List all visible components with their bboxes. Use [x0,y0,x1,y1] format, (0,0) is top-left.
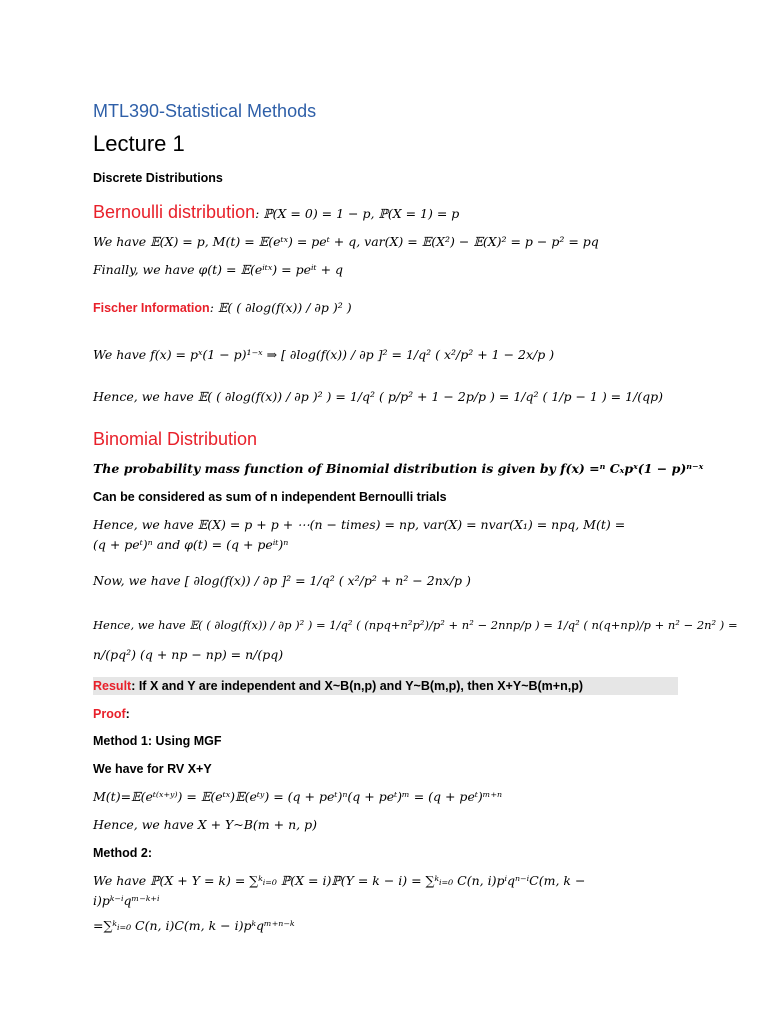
mgf-derivation: M(t)=𝔼(eᵗ⁽ˣ⁺ʸ⁾) = 𝔼(eᵗˣ)𝔼(eᵗʸ) = (q + peᵗ)ⁿ(q + peᵗ)ᵐ = (q + peᵗ)ᵐ⁺ⁿ [93,789,503,804]
result-label: Result [93,679,132,693]
binomial-note: Can be considered as sum of n independent Bernoulli trials [93,490,447,504]
binomial-moments-2: (q + peᵗ)ⁿ and φ(t) = (q + peⁱᵗ)ⁿ [93,537,289,552]
proof-label: Proof [93,707,126,721]
fisher-expression: : 𝔼( ( ∂log(f(x)) / ∂p )² ) [209,300,352,315]
mgf-conclusion: Hence, we have X + Y~B(m + n, p) [93,817,317,832]
bernoulli-moments: We have 𝔼(X) = p, M(t) = 𝔼(eᵗˣ) = peᵗ + q, var(X) = 𝔼(X²) − 𝔼(X)² = p − p² = pq [93,234,599,249]
proof-colon: : [125,707,130,721]
binomial-heading: Binomial Distribution [93,429,258,449]
binomial-fisher-1: Hence, we have 𝔼( ( ∂log(f(x)) / ∂p )² ) = 1/q² ( (npq+n²p²)/p² + n² − 2nnp/p ) = 1/q² ( n(q+np)/p + n² − 2n² ) = [93,618,738,632]
binomial-log-likelihood: Now, we have [ ∂log(f(x)) / ∂p ]² = 1/q² ( x²/p² + n² − 2nx/p ) [93,573,471,588]
convolution-line-1: We have ℙ(X + Y = k) = ∑ᵏᵢ₌₀ ℙ(X = i)ℙ(Y = k − i) = ∑ᵏᵢ₌₀ C(n, i)pⁱqⁿ⁻ⁱC(m, k − [93,873,586,888]
bernoulli-characteristic: Finally, we have φ(t) = 𝔼(eⁱᵗˣ) = peⁱᵗ + q [93,262,344,277]
proof-heading [93,706,130,722]
bernoulli-log-likelihood: We have f(x) = pˣ(1 − p)¹⁻ˣ ⇒ [ ∂log(f(x)) / ∂p ]² = 1/q² ( x²/p² + 1 − 2x/p ) [93,347,555,362]
binomial-fisher-2: n/(pq²) (q + np − np) = n/(pq) [93,647,284,662]
bernoulli-fisher-result: Hence, we have 𝔼( ( ∂log(f(x)) / ∂p )² ) = 1/q² ( p/p² + 1 − 2p/p ) = 1/q² ( 1/p − 1 ) = 1/(qp) [93,389,664,404]
convolution-line-2: i)pᵏ⁻ⁱqᵐ⁻ᵏ⁺ⁱ [93,893,160,908]
course-title: MTL390-Statistical Methods [93,101,317,121]
result-text: : If X and Y are independent and X~B(n,p) and Y~B(m,p), then X+Y~B(m+n,p) [131,679,584,693]
bernoulli-definition: : ℙ(X = 0) = 1 − p, ℙ(X = 1) = p [255,206,460,221]
result-line [93,678,583,694]
lecture-title: Lecture 1 [93,131,185,156]
binomial-pmf: The probability mass function of Binomial distribution is given by f(x) =ⁿ Cₓpˣ(1 − p)ⁿ⁻ˣ [93,461,704,476]
method-1-heading: Method 1: Using MGF [93,734,222,748]
bernoulli-heading: Bernoulli distribution [93,202,256,222]
fisher-label: Fischer Information [93,301,210,315]
fisher-information-line [93,300,352,316]
binomial-moments-1: Hence, we have 𝔼(X) = p + p + ⋯(n − times) = np, var(X) = nvar(X₁) = npq, M(t) = [93,517,626,532]
convolution-line-3: =∑ᵏᵢ₌₀ C(n, i)C(m, k − i)pᵏqᵐ⁺ⁿ⁻ᵏ [93,918,295,933]
rv-sum-line: We have for RV X+Y [93,762,212,776]
bernoulli-heading-line [93,200,459,226]
method-2-heading: Method 2: [93,846,153,860]
topic-heading: Discrete Distributions [93,171,223,185]
